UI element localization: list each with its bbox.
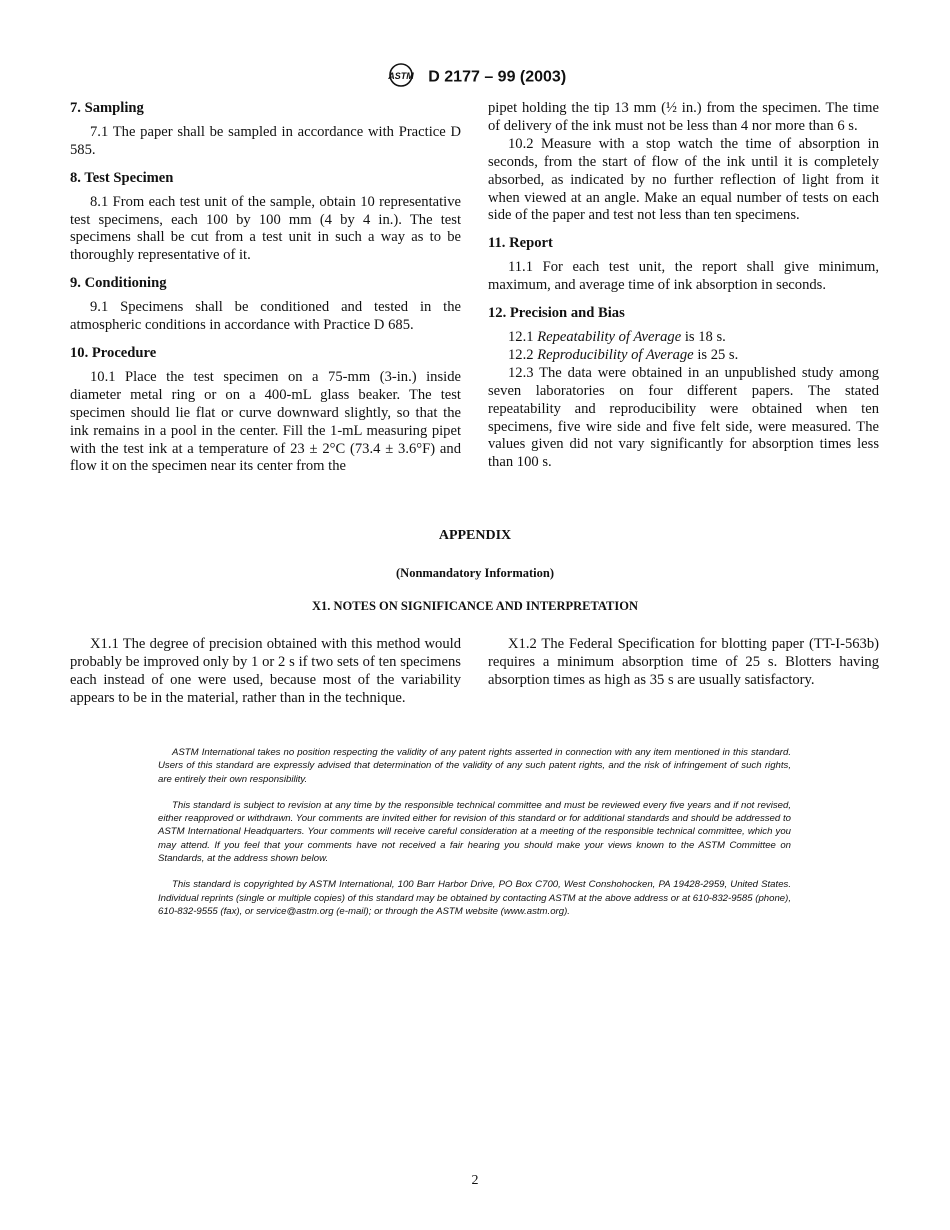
astm-logo-icon (384, 62, 418, 93)
footer-revision-notice: This standard is subject to revision at any time by the responsible technical committee and must be reviewed every five years and if not revised, either reapproved or withdrawn. Your comments are invited either for revision of this standard or for additional standards and should be addressed to ASTM International Headquarters. Your comments will receive careful consideration at a meeting of the responsible technical committee, which you may attend. If you feel that your comments have not received a fair hearing you should make your views known to the ASTM Committee on Standards, at the address shown below. (158, 799, 791, 865)
appendix-title: APPENDIX (438, 528, 512, 543)
section-9-title: 9. Conditioning (70, 275, 167, 292)
paragraph-12-1-number: 12.1 (508, 328, 534, 345)
paragraph-12-1 (488, 329, 879, 347)
paragraph-10-1: 10.1 Place the test specimen on a 75-mm (3-in.) inside diameter metal ring or on a 400-mL glass beaker. The test specimen should lie flat or curve downward slightly, so that the ink remains in a pool in the center. Fill the 1-mL measuring pipet with the test ink at a temperature of 23 ± 2°C (73.4 ± 3.6°F) and flow it on the specimen near its center from the (70, 368, 461, 475)
footer-patent-notice: ASTM International takes no position respecting the validity of any patent rights asserted in connection with any item mentioned in this standard. Users of this standard are expressly advised that determination of the validity of any such patent rights, and the risk of infringement of such rights, are entirely their own responsibility. (158, 747, 791, 785)
section-8-title: 8. Test Specimen (70, 169, 174, 186)
appendix-section-title: X1. NOTES ON SIGNIFICANCE AND INTERPRETATION (312, 599, 638, 613)
left-column (70, 100, 461, 476)
appendix-subtitle: (Nonmandatory Information) (396, 566, 554, 580)
appendix-heading (0, 528, 950, 614)
footer-copyright-notice: This standard is copyrighted by ASTM International, 100 Barr Harbor Drive, PO Box C700, West Conshohocken, PA 19428-2959, United States. Individual reprints (single or multiple copies) of this standard may be obtained by contacting ASTM at the above address or at 610-832-9585 (phone), 610-832-9555 (fax), or service@astm.org (e-mail); or through the ASTM website (www.astm.org). (158, 879, 791, 917)
repeatability-term: Repeatability of Average (537, 328, 682, 345)
section-10-title: 10. Procedure (70, 344, 157, 361)
astm-logo-text: ASTM (388, 71, 414, 81)
paragraph-11-1: 11.1 For each test unit, the report shall give minimum, maximum, and average time of ink absorption in seconds. (488, 259, 879, 294)
paragraph-12-2-number: 12.2 (508, 346, 534, 363)
page-number: 2 (471, 1173, 479, 1188)
appendix-right-column (488, 636, 879, 690)
paragraph-7-1: 7.1 The paper shall be sampled in accordance with Practice D 585. (70, 123, 461, 158)
appendix-left-column (70, 636, 461, 708)
document-designation: D 2177 – 99 (2003) (428, 68, 567, 86)
section-7-title: 7. Sampling (70, 100, 144, 116)
page-header (0, 62, 950, 93)
legal-footer (158, 746, 791, 931)
paragraph-12-1-value: is 18 s. (684, 328, 726, 345)
paragraph-12-3: 12.3 The data were obtained in an unpublished study among seven laboratories on four different papers. The stated repeatability and reproducibility were obtained when ten specimens, five wire side and five felt side, were measured. The values given did not vary significantly for absorption times less than 100 s. (488, 364, 879, 471)
paragraph-10-1-continued: pipet holding the tip 13 mm (½ in.) from the specimen. The time of delivery of the ink must not be less than 4 nor more than 6 s. (488, 100, 879, 134)
paragraph-9-1: 9.1 Specimens shall be conditioned and tested in the atmospheric conditions in accordance with Practice D 685. (70, 299, 461, 334)
right-column (488, 100, 879, 472)
paragraph-x1-1: X1.1 The degree of precision obtained with this method would probably be improved only by 1 or 2 s if two sets of ten specimens each instead of one were used, because most of the variability appears to be in the material, rather than in the technique. (70, 636, 461, 706)
reproducibility-term: Reproducibility of Average (537, 346, 694, 363)
paragraph-10-2: 10.2 Measure with a stop watch the time of absorption in seconds, from the start of flow of the ink until it is completely absorbed, as indicated by no further reflection of light from it when viewed at an angle. Make an equal number of tests on each side of the paper and test not less than ten specimens. (488, 135, 879, 224)
section-12-title: 12. Precision and Bias (488, 305, 625, 322)
paragraph-12-2 (488, 347, 879, 365)
section-11-title: 11. Report (488, 235, 553, 252)
paragraph-x1-2: X1.2 The Federal Specification for blotting paper (TT-I-563b) requires a minimum absorption time of 25 s. Blotters having absorption times as high as 35 s are usually satisfactory. (488, 636, 879, 688)
paragraph-12-2-value: is 25 s. (697, 346, 739, 363)
paragraph-8-1: 8.1 From each test unit of the sample, obtain 10 representative test specimens, each 100 by 100 mm (4 by 4 in.). The test specimens shall be cut from a test unit in such a way as to be thoroughly representative of it. (70, 193, 461, 264)
